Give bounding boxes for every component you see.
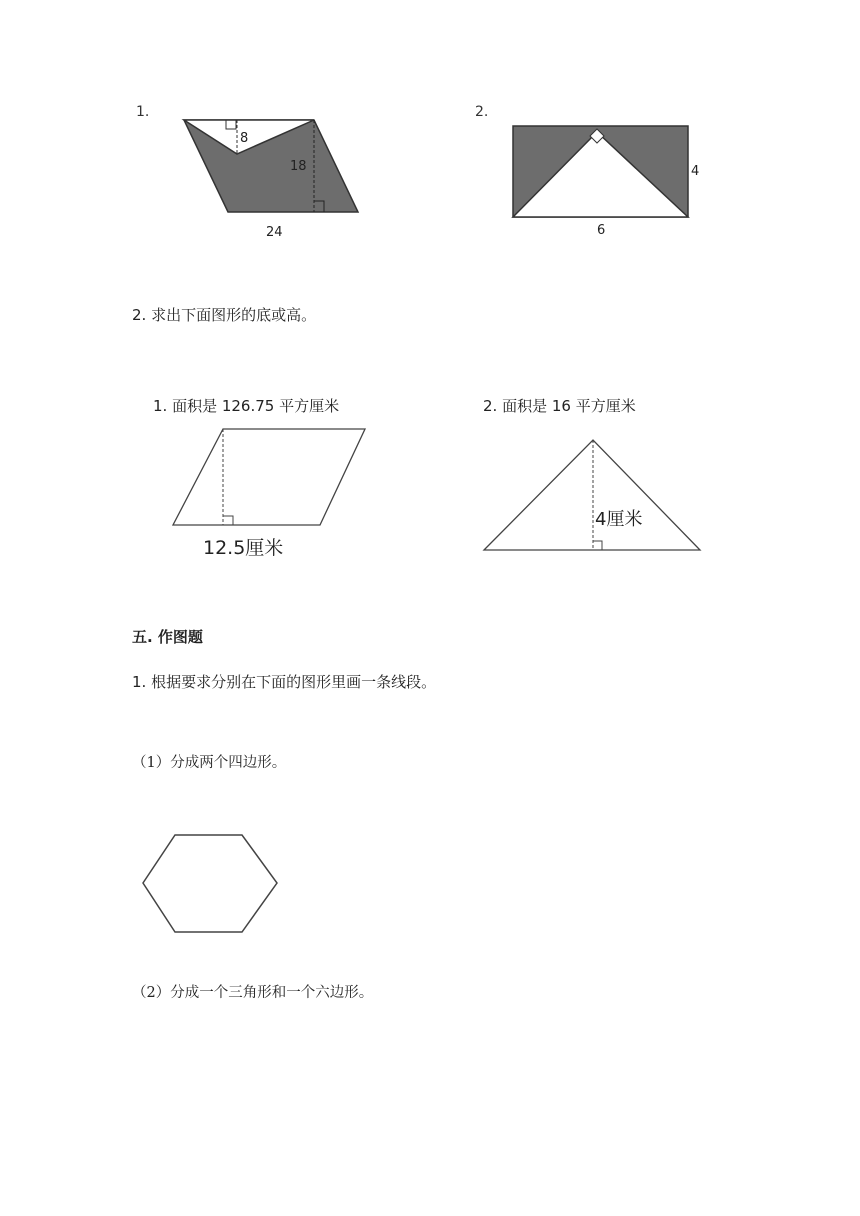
base-label: 24 (266, 225, 283, 240)
section-5-heading: 五. 作图题 (132, 628, 203, 646)
parallelogram-figure (165, 420, 375, 565)
inner-height-label: 8 (240, 131, 249, 146)
figure-2-label: 2. (475, 104, 489, 120)
parallelogram-base-label: 12.5厘米 (203, 537, 284, 559)
parallelogram-shaded-figure (170, 110, 370, 240)
question-2-title: 2. 求出下面图形的底或高。 (132, 306, 317, 324)
rect-base-label: 6 (597, 223, 606, 238)
part-1-instruction: （1）分成两个四边形。 (132, 755, 287, 771)
figure-1-label: 1. (136, 104, 150, 120)
rectangle-shaded-figure (505, 118, 705, 243)
area-caption-2: 2. 面积是 16 平方厘米 (483, 397, 636, 415)
hexagon-figure (138, 830, 283, 938)
triangle-figure (478, 432, 708, 562)
part-2-instruction: （2）分成一个三角形和一个六边形。 (132, 985, 374, 1001)
triangle-height-label: 4厘米 (595, 509, 643, 530)
height-label: 18 (290, 159, 307, 174)
area-caption-1: 1. 面积是 126.75 平方厘米 (153, 397, 340, 415)
side-label: 4 (691, 164, 700, 179)
section-5-question-1: 1. 根据要求分别在下面的图形里画一条线段。 (132, 673, 437, 691)
